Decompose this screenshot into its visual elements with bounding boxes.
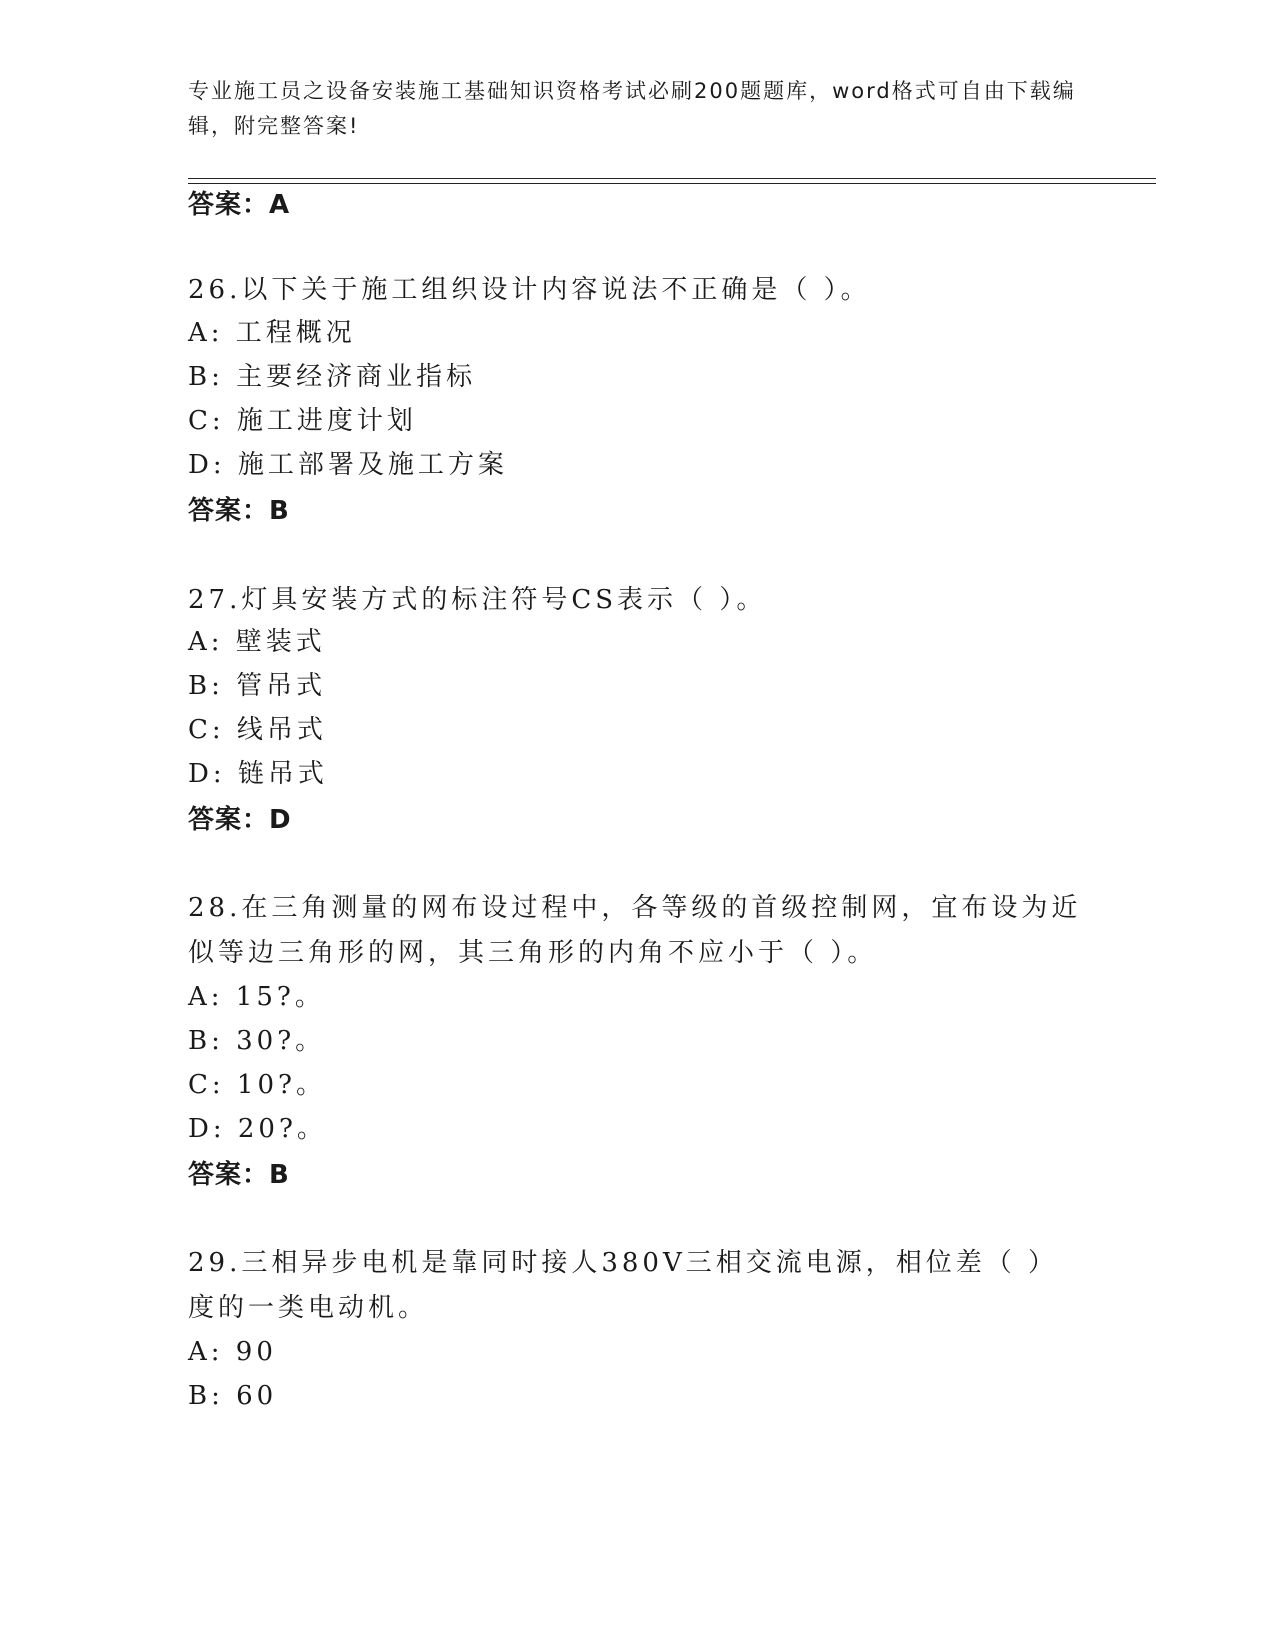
q27-option-d: D: 链吊式 [188, 759, 328, 789]
question-26: 26.以下关于施工组织设计内容说法不正确是（ ）。 [188, 275, 871, 305]
q29-option-b: B: 60 [188, 1381, 278, 1411]
q28-option-a: A: 15?。 [188, 982, 325, 1012]
header-rule-top [188, 178, 1156, 179]
q26-option-b: B: 主要经济商业指标 [188, 362, 477, 392]
q27-option-a: A: 壁装式 [188, 627, 326, 657]
q27-answer: 答案：D [188, 805, 292, 835]
q26-option-d: D: 施工部署及施工方案 [188, 450, 508, 480]
q27-option-c: C: 线吊式 [188, 715, 327, 745]
question-27: 27.灯具安装方式的标注符号CS表示（ ）。 [188, 585, 767, 615]
header-rule-bottom [188, 183, 1156, 184]
answer-prev: 答案：A [188, 190, 291, 220]
q29-option-a: A: 90 [188, 1337, 277, 1367]
question-28: 28.在三角测量的网布设过程中，各等级的首级控制网，宜布设为近似等边三角形的网，其三角形的内角不应小于（ ）。 [188, 893, 1082, 968]
q28-answer: 答案：B [188, 1160, 290, 1190]
q26-answer: 答案：B [188, 496, 290, 526]
q28-option-b: B: 30?。 [188, 1026, 326, 1056]
q28-option-c: C: 10?。 [188, 1070, 326, 1100]
q28-option-d: D: 20?。 [188, 1114, 327, 1144]
question-29: 29.三相异步电机是靠同时接人380V三相交流电源，相位差（ ）度的一类电动机。 [188, 1248, 1059, 1323]
document-header: 专业施工员之设备安装施工基础知识资格考试必刷200题题库，word格式可自由下载编辑，附完整答案! [188, 79, 1076, 138]
q27-option-b: B: 管吊式 [188, 671, 327, 701]
q26-option-a: A: 工程概况 [188, 318, 356, 348]
q26-option-c: C: 施工进度计划 [188, 406, 417, 436]
